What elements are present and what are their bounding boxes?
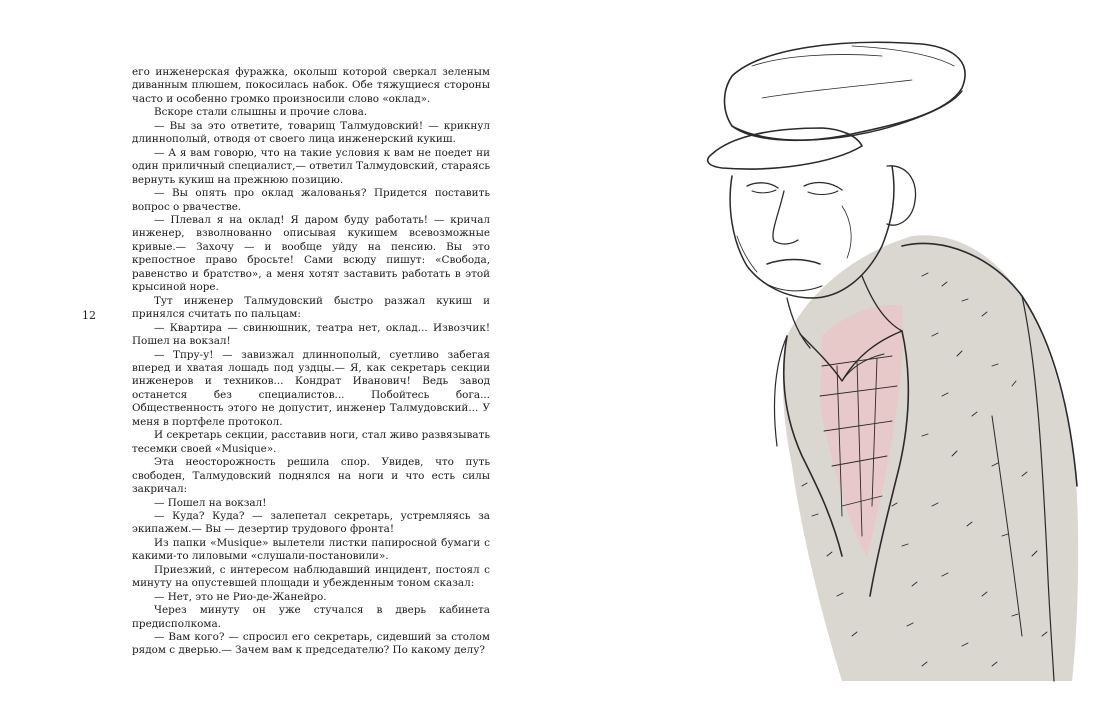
cap-visor [708, 128, 862, 169]
paragraph: Эта неосторожность решила спор. Увидев, что путь свободен, Талмудовский поднялся на ноги и что есть силы закричал: [132, 456, 490, 496]
cap-crown [725, 42, 966, 140]
jacket-tint [783, 235, 1078, 681]
paragraph: Тут инженер Талмудовский быстро разжал кукиш и принялся считать по пальцам: [132, 294, 490, 321]
sketch-drawing [692, 36, 1082, 684]
paragraph: — Пошел на вокзал! [154, 496, 267, 509]
paragraph: — Куда? Куда? — залепетал секретарь, устремляясь за экипажем.— Вы — дезертир трудового фронта! [132, 509, 490, 536]
left-eye [747, 183, 778, 188]
paragraph: — Тпру-у! — завизжал длиннополый, суетливо забегая вперед и хватая лошадь под уздцы.— Я, как секретарь секции инженеров и техников... Кондрат Иванович! Ведь завод останется без специалистов... Побойтесь бога... Общественность этого не допустит, инженер Талмудовский... У меня в портфеле протокол. [132, 348, 490, 428]
paragraph: — Плевал я на оклад! Я даром буду работать! — кричал инженер, взволнованно описывая кукишем всевозможные кривые.— Захочу — и вообще уйду на пенсию. Вы это крепостное право бросьте! Сами всюду пишут: «Свобода, равенство и братство», а меня хотят заставить работать в этой крысиной норе. [132, 213, 490, 294]
paragraph: его инженерская фуражка, околыш которой сверкал зеленым диванным плюшем, покосилась набок. Обе тяжущиеся стороны часто и особенно громко произносили слово «оклад». [132, 66, 490, 105]
paragraph: Из папки «Musique» вылетели листки папиросной бумаги с какими-то лиловыми «слушали-постановили». [132, 536, 490, 563]
paragraph: — А я вам говорю, что на такие условия к вам не поедет ни один приличный специалист,— ответил Талмудовский, стараясь вернуть кукиш на прежнюю позицию. [132, 146, 490, 186]
paragraph: И секретарь секции, расставив ноги, стал живо развязывать тесемки своей «Musique». [132, 429, 490, 455]
paragraph: — Квартира — свинюшник, театра нет, оклад... Извозчик! Пошел на вокзал! [132, 321, 490, 348]
text-column [132, 66, 490, 658]
illustration-man-in-cap [692, 36, 1082, 684]
paragraph: — Вам кого? — спросил его секретарь, сидевший за столом рядом с дверью.— Зачем вам к председателю? По какому делу? [132, 631, 490, 657]
nose [773, 191, 798, 244]
chin [762, 281, 822, 291]
paragraph: Вскоре стали слышны и прочие слова. [154, 106, 368, 119]
page-number: 12 [82, 309, 96, 322]
mouth [767, 260, 820, 265]
paragraph: Приезжий, с интересом наблюдавший инцидент, постоял с минуту на опустевшей площади и убежденным тоном сказал: [132, 563, 490, 590]
right-eye [804, 183, 842, 190]
paragraph: Через минуту он уже стучался в дверь кабинета предисполкома. [132, 604, 490, 630]
paragraph: — Нет, это не Рио-де-Жанейро. [154, 590, 327, 603]
paragraph: — Вы опять про оклад жалованья? Придется поставить вопрос о рвачестве. [132, 187, 490, 213]
paragraph: — Вы за это ответите, товарищ Талмудовский! — крикнул длиннополый, отводя от своего лица инженерский кукиш. [132, 119, 490, 146]
